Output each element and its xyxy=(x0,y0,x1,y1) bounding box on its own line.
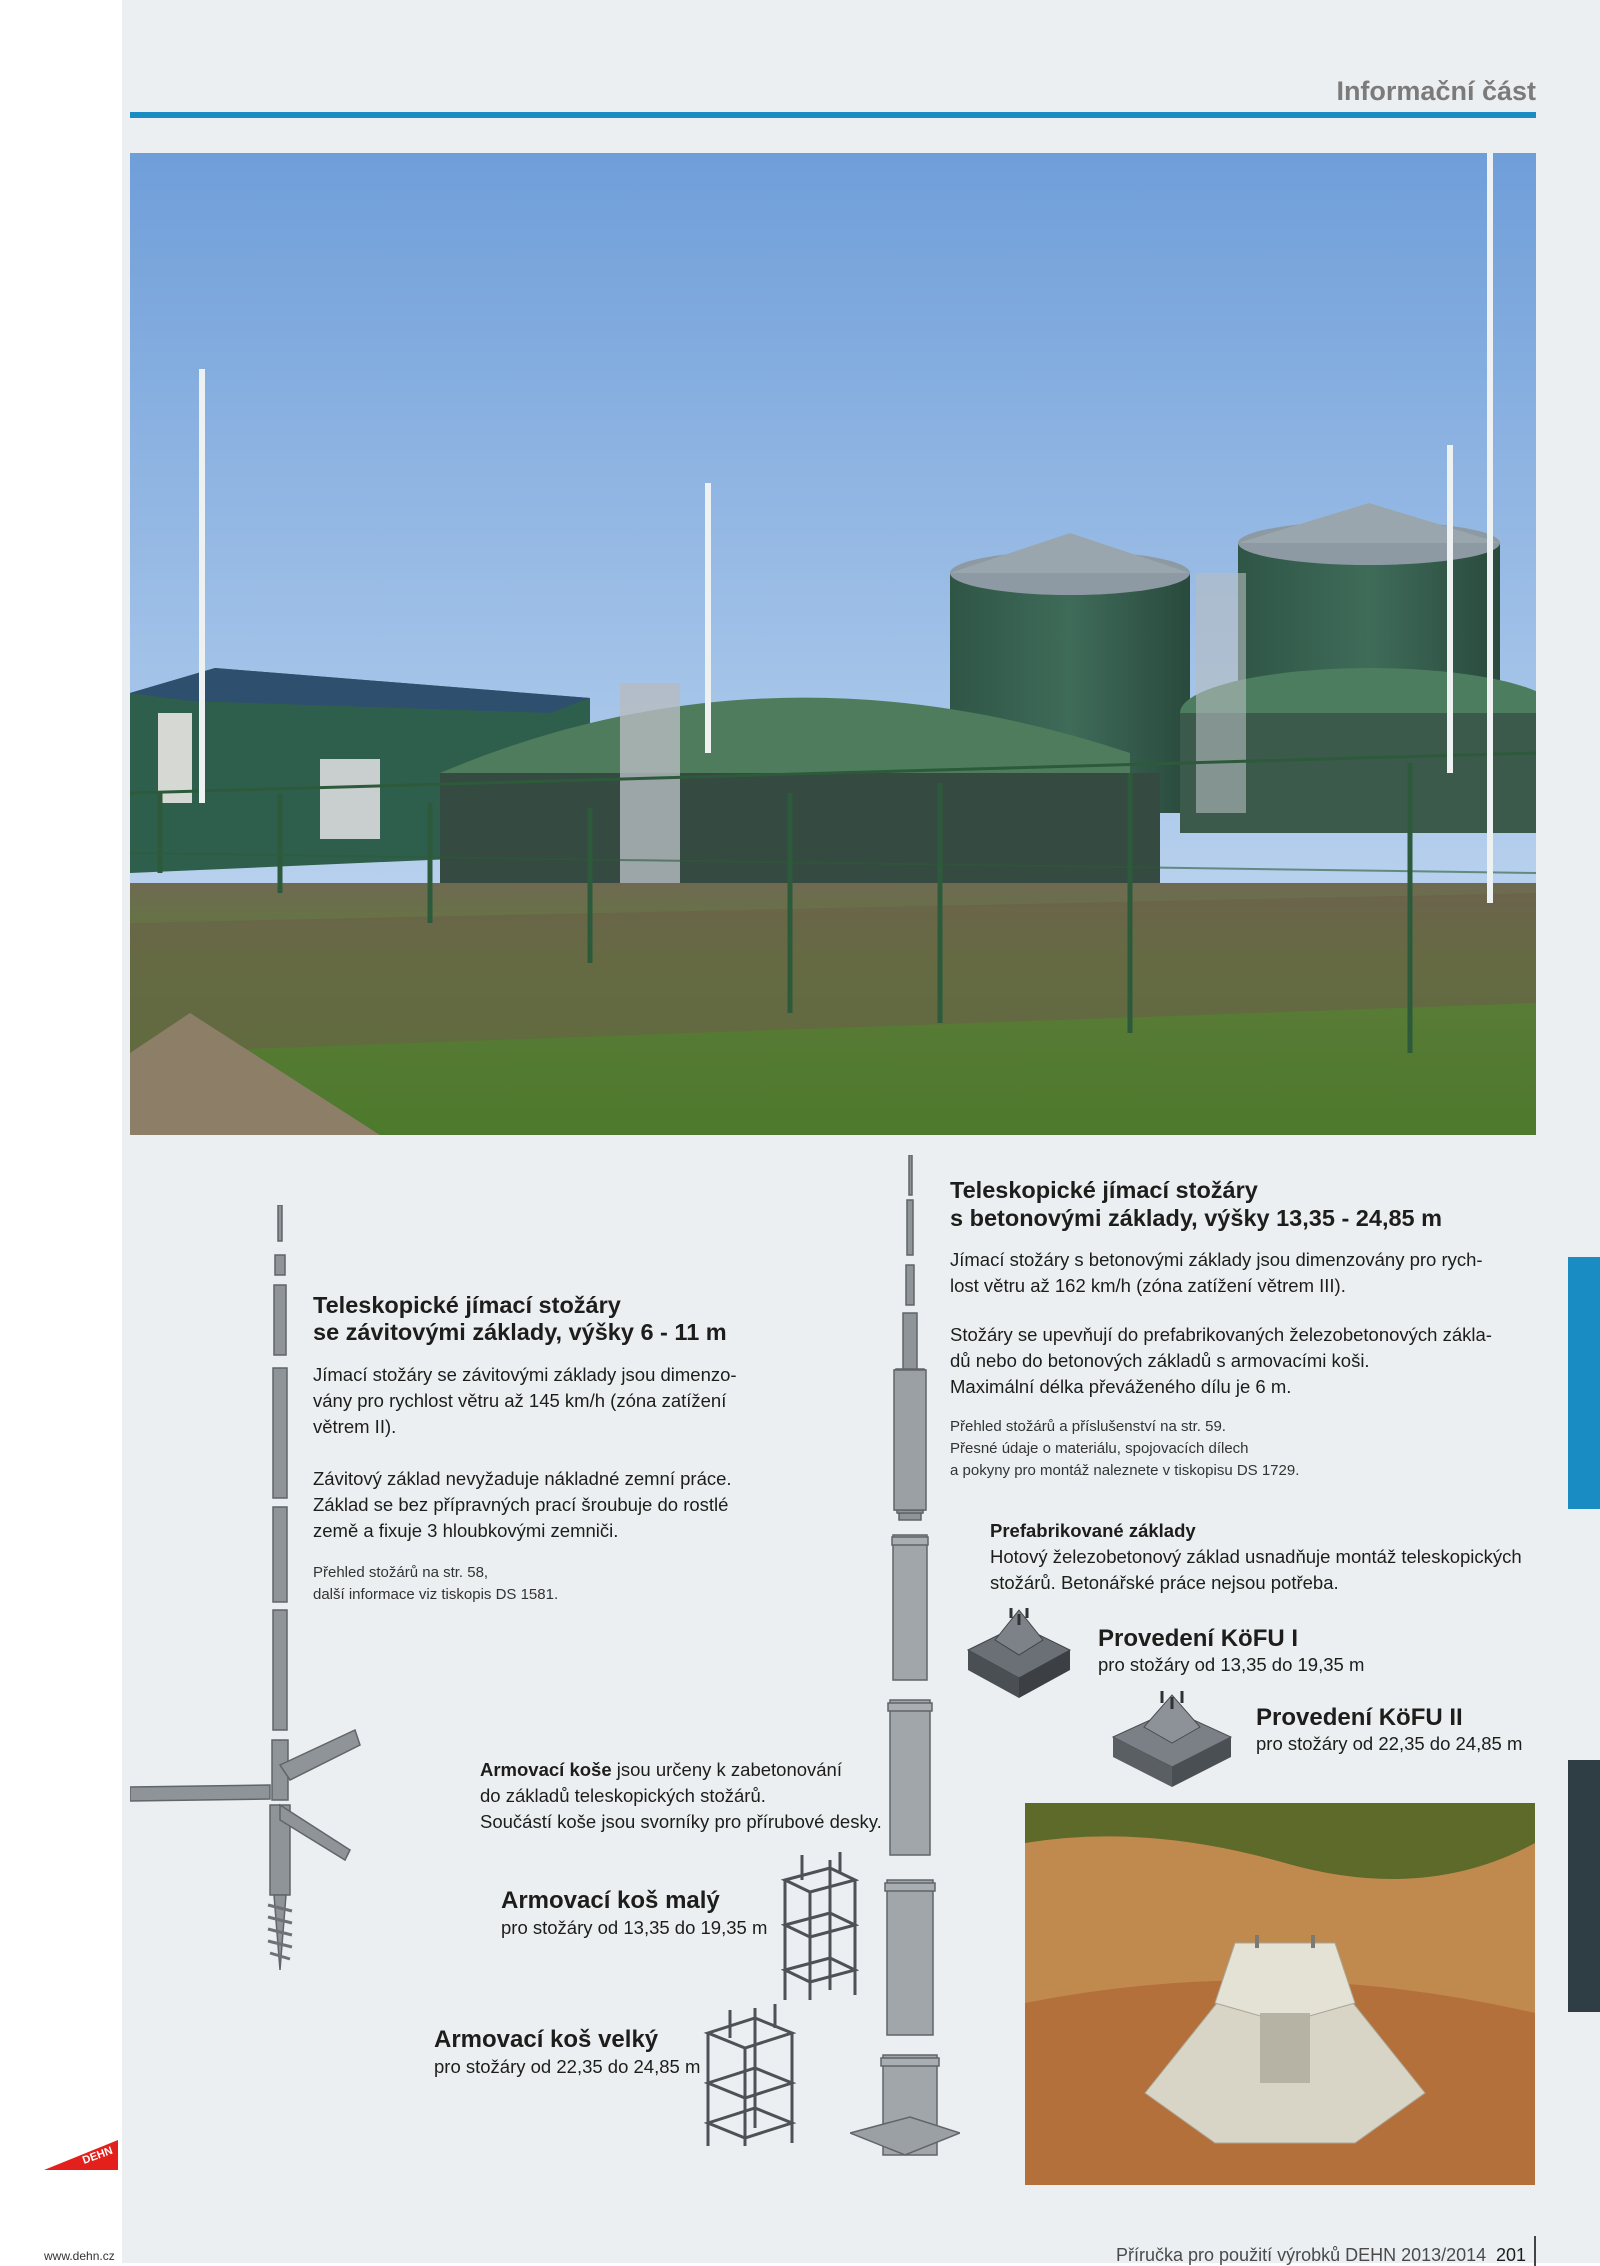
cage-large-title: Armovací koš velký xyxy=(434,2026,659,2053)
cage-small-subtitle: pro stožáry od 13,35 do 19,35 m xyxy=(501,1917,768,1938)
threaded-note-line2: další informace viz tiskopis DS 1581. xyxy=(313,1586,559,1603)
kofu2-title: Provedení KöFU II xyxy=(1256,1704,1463,1731)
cage-small-title: Armovací koš malý xyxy=(501,1887,720,1914)
threaded-para2-line3: země a fixuje 3 hloubkovými zemniči. xyxy=(313,1520,619,1541)
concrete-para1-line1: Jímací stožáry s betonovými základy jsou dimenzovány pro rych- xyxy=(950,1249,1483,1270)
concrete-note-line2: Přesné údaje o materiálu, spojovacích dílech xyxy=(950,1440,1249,1457)
cages-intro-bold: Armovací koše xyxy=(480,1759,612,1780)
prefab-text-line1: Hotový železobetonový základ usnadňuje montáž teleskopických xyxy=(990,1546,1522,1567)
concrete-title-1: Teleskopické jímací stožáry xyxy=(950,1177,1258,1203)
cages-intro-line1 xyxy=(480,1757,842,1783)
kofu1-title: Provedení KöFU I xyxy=(1098,1625,1299,1652)
threaded-para1-line1: Jímací stožáry se závitovými základy jsou dimenzo- xyxy=(313,1364,737,1385)
kofu1-foundation-illustration xyxy=(963,1600,1075,1700)
side-tab-dark xyxy=(1568,1760,1600,2012)
threaded-para1-line3: větrem II). xyxy=(313,1416,397,1437)
svg-text:DEHN: DEHN xyxy=(80,2144,115,2167)
concrete-mast-illustration xyxy=(850,1155,960,2170)
section-title: Informační část xyxy=(1336,76,1536,106)
concrete-title-2: s betonovými základy, výšky 13,35 - 24,85 m xyxy=(950,1205,1443,1231)
cages-intro-line2: do základů teleskopických stožárů. xyxy=(480,1785,766,1806)
header-rule xyxy=(130,112,1536,118)
footer-text: Příručka pro použití výrobků DEHN 2013/2014 xyxy=(1116,2245,1487,2265)
prefab-text-line2: stožárů. Betonářské práce nejsou potřeba. xyxy=(990,1572,1339,1593)
cage-large-illustration xyxy=(700,1998,800,2148)
threaded-para1-line2: vány pro rychlost větru až 145 km/h (zóna zatížení xyxy=(313,1390,727,1411)
threaded-title-1: Teleskopické jímací stožáry xyxy=(313,1292,621,1318)
cages-intro-rest: jsou určeny k zabetonování xyxy=(611,1759,842,1780)
threaded-note-line1: Přehled stožárů na str. 58, xyxy=(313,1564,489,1581)
biogas-plant-photo xyxy=(130,153,1536,1135)
threaded-para2-line2: Základ se bez přípravných prací šroubuje do rostlé xyxy=(313,1494,729,1515)
concrete-para1-line2: lost větru až 162 km/h (zóna zatížení větrem III). xyxy=(950,1275,1346,1296)
page-number: 201 xyxy=(1496,2245,1527,2265)
concrete-para2-line3: Maximální délka převáženého dílu je 6 m. xyxy=(950,1376,1292,1397)
foundation-pit-photo xyxy=(1025,1803,1535,2185)
dehn-logo xyxy=(40,2140,118,2170)
threaded-para2-line1: Závitový základ nevyžaduje nákladné zemní práce. xyxy=(313,1468,732,1489)
cage-large-subtitle: pro stožáry od 22,35 do 24,85 m xyxy=(434,2056,701,2077)
concrete-para2-line1: Stožáry se upevňují do prefabrikovaných železobetonových zákla- xyxy=(950,1324,1492,1345)
kofu2-foundation-illustration xyxy=(1108,1685,1236,1790)
threaded-title-2: se závitovými základy, výšky 6 - 11 m xyxy=(313,1319,727,1345)
concrete-note-line3: a pokyny pro montáž naleznete v tiskopisu DS 1729. xyxy=(950,1462,1300,1479)
footer-url: www.dehn.cz xyxy=(44,2249,115,2263)
prefab-title: Prefabrikované základy xyxy=(990,1520,1196,1541)
concrete-para2-line2: dů nebo do betonových základů s armovacími koši. xyxy=(950,1350,1370,1371)
kofu1-subtitle: pro stožáry od 13,35 do 19,35 m xyxy=(1098,1654,1365,1675)
side-tab-blue xyxy=(1568,1257,1600,1509)
kofu2-subtitle: pro stožáry od 22,35 do 24,85 m xyxy=(1256,1733,1523,1754)
cage-small-illustration xyxy=(770,1850,865,2005)
page-number-divider xyxy=(1534,2236,1536,2266)
concrete-note-line1: Přehled stožárů a příslušenství na str. 59. xyxy=(950,1418,1226,1435)
cages-intro-line3: Součástí koše jsou svorníky pro přírubové desky. xyxy=(480,1811,882,1832)
